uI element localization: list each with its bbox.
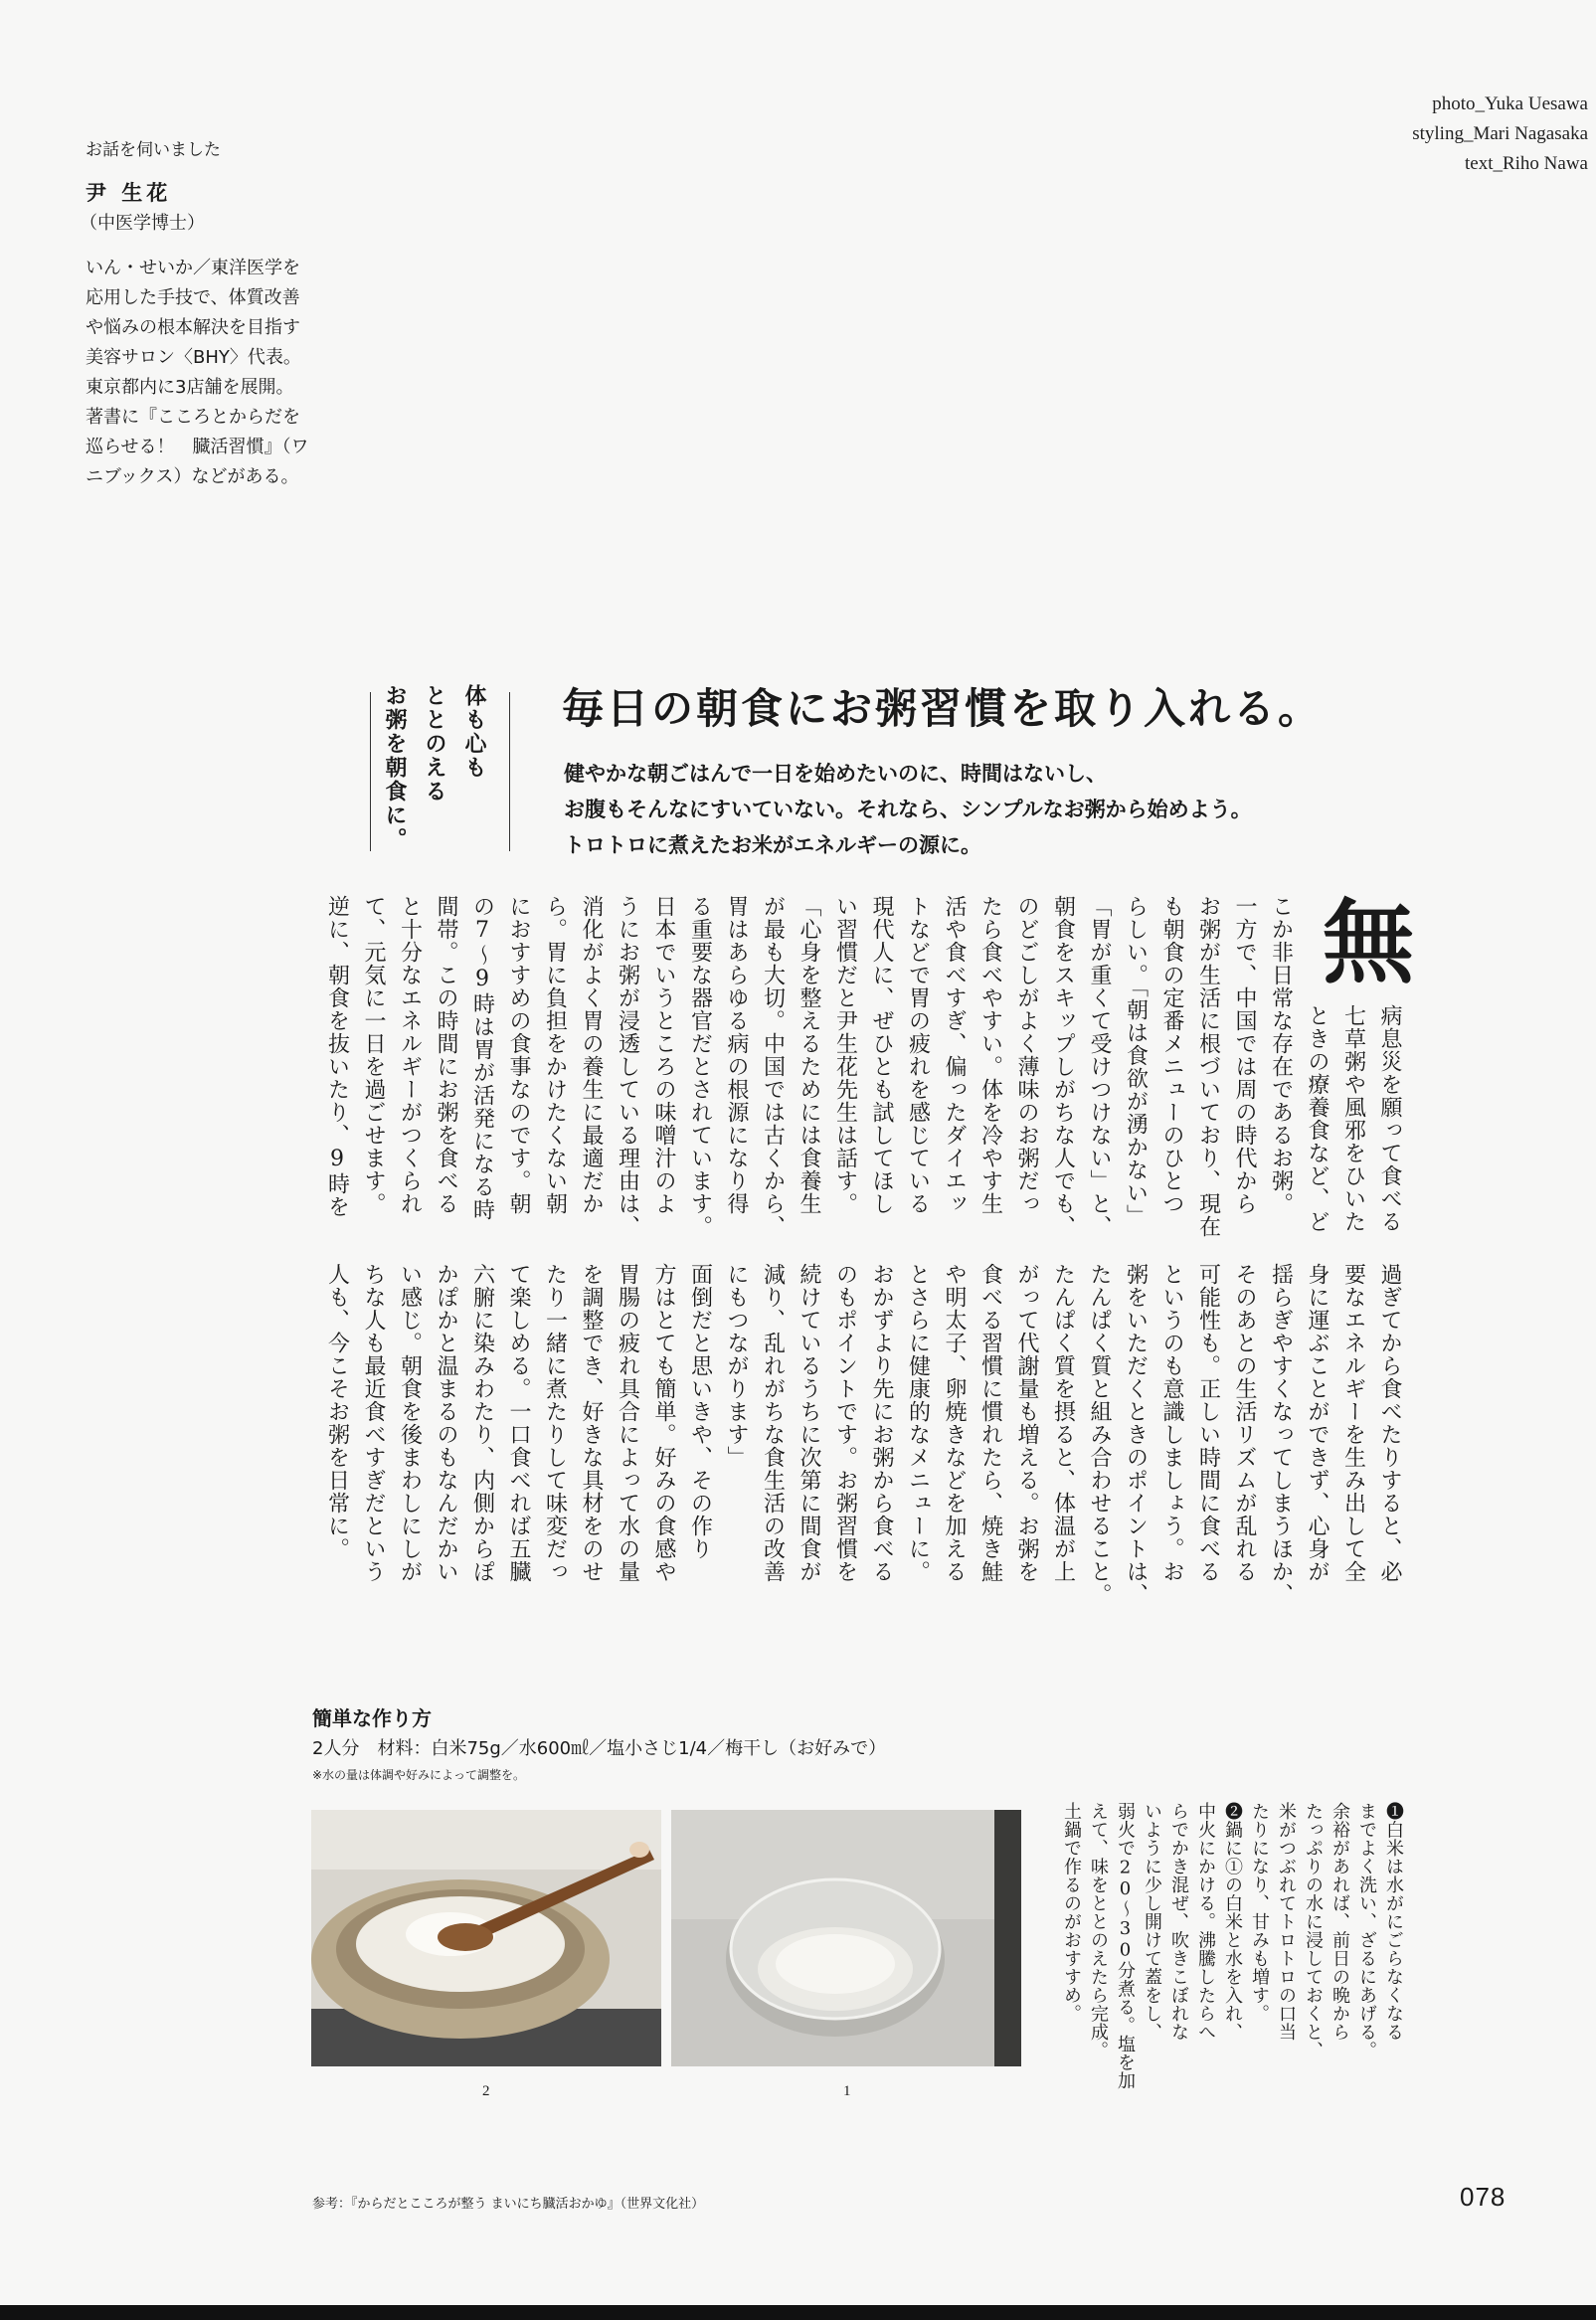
body-line: と十分なエネルギーがつくられ xyxy=(397,895,423,1215)
body-line: 方はとても簡単。好みの食感や xyxy=(651,1263,676,1583)
body-line: 面倒だと思いきや、その作り xyxy=(687,1263,713,1560)
body-line: 朝食をスキップしがちな人でも、 xyxy=(1050,895,1076,1238)
step-line: いように少し開けて蓋をし、 xyxy=(1142,1802,1162,2042)
body-line: 減り、乱れがちな食生活の改善 xyxy=(760,1263,786,1583)
step-line: 米がつぶれてトロトロの口当 xyxy=(1276,1802,1297,2042)
body-line: の7〜9時は胃が活発になる時 xyxy=(469,895,495,1221)
body-line: にもつながります」 xyxy=(724,1263,749,1469)
body-line: こか非日常な存在であるお粥。 xyxy=(1268,895,1294,1215)
step-line: までよく洗い、ざるにあげる。 xyxy=(1356,1802,1377,2059)
body-line: る重要な器官だとされています。 xyxy=(687,895,713,1238)
author-title: （中医学博士） xyxy=(80,213,205,234)
step-line: 中火にかける。沸騰したらへ xyxy=(1195,1802,1216,2042)
photo-caption-2: 2 xyxy=(482,2083,490,2099)
body-line: らしい。「朝は食欲が湧かない」 xyxy=(1123,895,1149,1227)
page-number: 078 xyxy=(1460,2182,1507,2212)
body-line: 「胃が重くて受けつけない」と、 xyxy=(1087,895,1112,1238)
body-line: 一方で、中国では周の時代から xyxy=(1232,895,1257,1215)
reference-note: 参考：『からだとこころが整う まいにち臓活おかゆ』（世界文化社） xyxy=(312,2197,705,2212)
photo-credits xyxy=(1412,89,1588,179)
lead-line: トロトロに煮えたお米がエネルギーの源に。 xyxy=(564,833,981,857)
dropcap: 無 xyxy=(1323,889,1415,996)
body-line: そのあとの生活リズムが乱れる xyxy=(1232,1263,1257,1583)
body-line: 活や食べすぎ、偏ったダイエッ xyxy=(942,895,967,1215)
body-line: が最も大切。中国では古くから、 xyxy=(760,895,786,1238)
bio-line: いん・せいか／東洋医学を xyxy=(86,258,300,278)
body-line: におすすめの食事なのです。朝 xyxy=(506,895,531,1215)
kicker-rule-left xyxy=(370,692,371,851)
body-line: て楽しめる。一口食べれば五臓 xyxy=(506,1263,531,1583)
body-line: 逆に、朝食を抜いたり、9時を xyxy=(324,895,350,1218)
kicker-text xyxy=(374,684,493,851)
lead-text xyxy=(564,756,1252,863)
body-line: 身に運ぶことができず、心身が xyxy=(1305,1263,1330,1583)
body-line: 胃はあらゆる病の根源になり得 xyxy=(724,895,749,1215)
recipe-note: ※水の量は体調や好みによって調整を。 xyxy=(312,1768,526,1782)
body-line: 粥をいただくときのポイントは、 xyxy=(1123,1263,1149,1606)
bio-line: や悩みの根本解決を目指す xyxy=(86,317,300,338)
recipe-title: 簡単な作り方 xyxy=(312,1706,432,1730)
body-line: ら。胃に負担をかけたくない朝 xyxy=(542,895,568,1215)
body-line: のもポイントです。お粥習慣を xyxy=(832,1263,858,1583)
body-line: のどごしがよく薄味のお粥だっ xyxy=(1014,895,1039,1215)
body-line: い習慣だと尹生花先生は話す。 xyxy=(832,895,858,1215)
body-line: 食べる習慣に慣れたら、焼き鮭 xyxy=(977,1263,1003,1583)
body-line: 揺らぎやすくなってしまうほか、 xyxy=(1268,1263,1294,1606)
step-line: ❷鍋に①の白米と水を入れ、 xyxy=(1222,1802,1243,2042)
body-upper-column xyxy=(318,895,1407,1293)
body-line: を調整でき、好きな具材をのせ xyxy=(579,1263,604,1583)
body-line: ちな人も最近食べすぎだという xyxy=(361,1263,386,1583)
body-line: 続けているうちに次第に間食が xyxy=(797,1263,821,1583)
body-line: も朝食の定番メニューのひとつ xyxy=(1159,895,1184,1215)
body-line: たら食べやすい。体を冷やす生 xyxy=(977,895,1003,1215)
body-line: 過ぎてから食べたりすると、必 xyxy=(1377,1263,1402,1583)
kicker-line-3: お粥を朝食に。 xyxy=(382,684,407,851)
body-line: 六腑に染みわたり、内側からぽ xyxy=(469,1263,495,1583)
step-line: らでかき混ぜ、吹きこぼれな xyxy=(1168,1802,1189,2042)
body-line: 間帯。この時間にお粥を食べる xyxy=(434,895,458,1215)
claypot-illustration xyxy=(311,1810,661,2066)
recipe-ingredients: 2人分 材料：白米75g／水600㎖／塩小さじ1/4／梅干し（お好みで） xyxy=(312,1738,887,1759)
lead-line: お腹もそんなにすいていない。それなら、シンプルなお粥から始めよう。 xyxy=(564,798,1252,821)
step-line: たりになり、甘みも増す。 xyxy=(1249,1802,1270,2023)
scan-edge-bar xyxy=(0,2305,1596,2320)
credit-text: text_Riho Nawa xyxy=(1464,153,1588,174)
headline: 毎日の朝食にお粥習慣を取り入れる。 xyxy=(562,684,1324,733)
photo-caption-1: 1 xyxy=(843,2083,851,2099)
kicker-rule-right xyxy=(509,692,510,851)
credit-styling: styling_Mari Nagasaka xyxy=(1412,123,1588,144)
body-line: 現代人に、ぜひとも試してほし xyxy=(869,895,894,1215)
credit-photo: photo_Yuka Uesawa xyxy=(1432,93,1588,114)
body-line: がって代謝量も増える。お粥を xyxy=(1014,1263,1039,1583)
bio-line: ニブックス）などがある。 xyxy=(86,466,299,487)
recipe-steps xyxy=(1058,1802,1407,2100)
body-line: たんぱく質を摂ると、体温が上 xyxy=(1050,1263,1076,1583)
body-line: い感じ。朝食を後まわしにしが xyxy=(397,1263,423,1583)
bio-line: 巡らせる！ 臓活習慣』（ワ xyxy=(86,437,309,457)
kicker-line-2: ととのえる xyxy=(422,684,446,803)
author-bio xyxy=(86,254,374,492)
body-line: 胃腸の疲れ具合によって水の量 xyxy=(615,1263,640,1583)
body-lower-column xyxy=(318,1263,1407,1621)
bio-line: 東京都内に3店舗を展開。 xyxy=(86,377,294,398)
body-line: かぽかと温まるのもなんだかい xyxy=(434,1263,458,1583)
photo-glass-bowl xyxy=(671,1810,1021,2066)
kicker-line-1: 体も心も xyxy=(461,684,486,780)
body-line: ときの療養食など、ど xyxy=(1305,1004,1330,1233)
body-line: 病息災を願って食べる xyxy=(1377,1004,1402,1233)
glass-bowl-illustration xyxy=(671,1810,1021,2066)
bio-line: 著書に『こころとからだを xyxy=(86,407,300,428)
body-line: 七草粥や風邪をひいた xyxy=(1340,1004,1366,1233)
body-line: というのも意識しましょう。お xyxy=(1159,1263,1184,1583)
body-line: うにお粥が浸透している理由は、 xyxy=(615,895,640,1238)
body-line: て、元気に一日を過ごせます。 xyxy=(361,895,386,1215)
author-name: 尹 生花 xyxy=(86,181,172,205)
step-line: 余裕があれば、前日の晩から xyxy=(1330,1802,1350,2042)
body-line: お粥が生活に根づいており、現在 xyxy=(1195,895,1221,1238)
kicker-block xyxy=(366,684,515,853)
body-line: 要なエネルギーを生み出して全 xyxy=(1340,1263,1366,1583)
step-line: えて、味をととのえたら完成。 xyxy=(1088,1802,1109,2059)
body-line: おかずより先にお粥から食べる xyxy=(869,1263,894,1583)
body-line: たんぱく質と組み合わせること。 xyxy=(1087,1263,1112,1606)
step-line: 土鍋で作るのがおすすめ。 xyxy=(1061,1802,1082,2023)
body-line: トなどで胃の疲れを感じている xyxy=(905,895,931,1215)
step-line: 弱火で20〜30分煮る。塩を加 xyxy=(1115,1802,1136,2090)
step-line: たっぷりの水に浸しておくと、 xyxy=(1303,1802,1324,2059)
body-line: たり一緒に煮たりして味変だっ xyxy=(542,1263,568,1583)
body-line: 人も、今こそお粥を日常に。 xyxy=(324,1263,350,1560)
interview-label: お話を伺いました xyxy=(86,140,221,160)
bio-line: 美容サロン〈BHY〉代表。 xyxy=(86,347,301,368)
body-line: 可能性も。正しい時間に食べる xyxy=(1195,1263,1221,1583)
body-line: 日本でいうところの味噌汁のよ xyxy=(651,895,676,1215)
step-line: ❶白米は水がにごらなくなる xyxy=(1383,1802,1404,2042)
lead-line: 健やかな朝ごはんで一日を始めたいのに、時間はないし、 xyxy=(564,762,1107,786)
body-line: や明太子、卵焼きなどを加える xyxy=(942,1263,967,1583)
body-line: とさらに健康的なメニューに。 xyxy=(905,1263,931,1583)
body-line: 消化がよく胃の養生に最適だか xyxy=(579,895,604,1215)
photo-claypot xyxy=(311,1810,661,2066)
body-line: 「心身を整えるためには食養生 xyxy=(797,895,821,1215)
bio-line: 応用した手技で、体質改善 xyxy=(86,287,300,308)
